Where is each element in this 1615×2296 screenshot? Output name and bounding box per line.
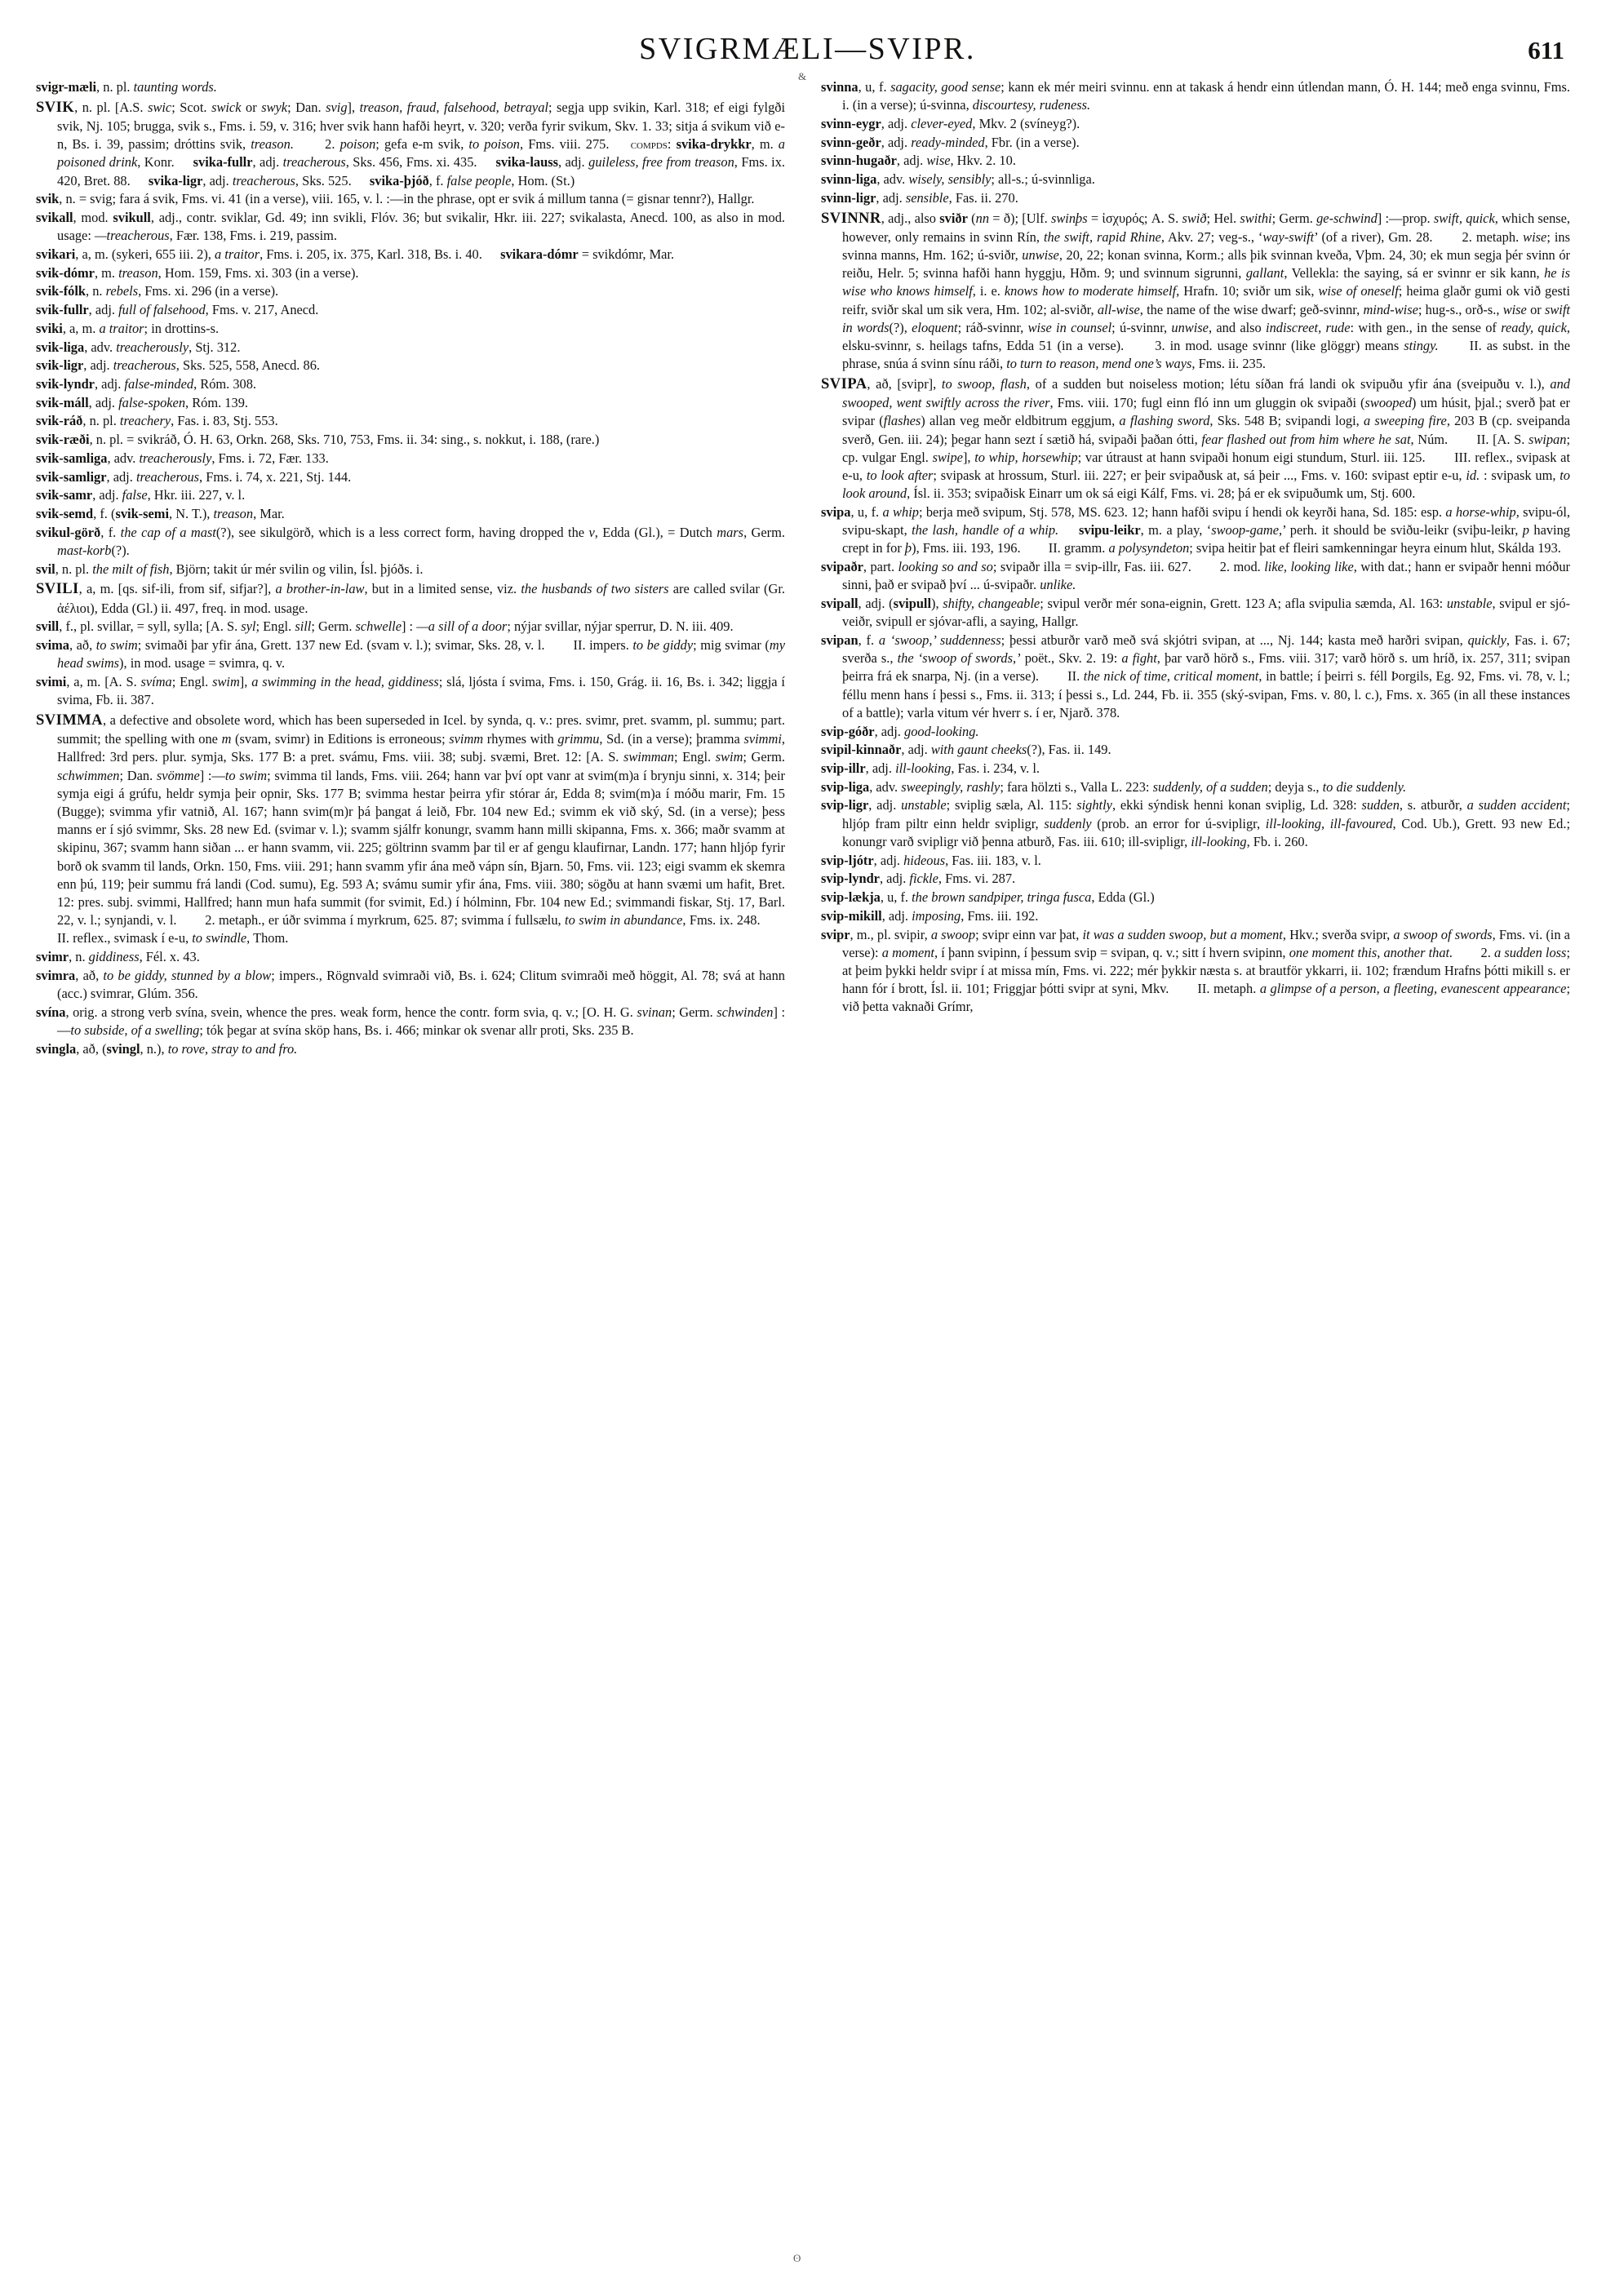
dictionary-entry: svik-ligr, adj. treacherous, Sks. 525, 558, Anecd. 86. [36, 357, 320, 374]
dictionary-entry: svil, n. pl. the milt of fish, Björn; takit úr mér svilin og vilin, Ísl. þjóðs. i. [36, 561, 424, 577]
dictionary-entry: svik-samliga, adv. treacherously, Fms. i. 72, Fær. 133. [36, 450, 329, 466]
dictionary-entry: svip-lækja, u, f. the brown sandpiper, tringa fusca, Edda (Gl.) [821, 889, 1155, 906]
right-column [821, 78, 1570, 1017]
running-title: SVIGRMÆLI—SVIPR. [639, 32, 976, 66]
dictionary-entry: SVIMMA, a defective and obsolete word, which has been superseded in Icel. by synda, q. v.: pres. svimr, pret. svamm, pl. summu; part. summit; the spelling with one m (svam, svimr) in Editions is erroneous; svimm rhymes with grimmu, Sd. (in a verse); þramma svimmi, Hallfred: 3rd pers. plur. symja, Sks. 177 B: a pret. svámu, Fms. viii. 38; subj. svæmi, Bret. 12: [A. S. swimman; Engl. swim; Germ. schwimmen; Dan. svömme] :—to swim; svimma til lands, Fms. viii. 264; hann var því opt vanr at svim(m)a í brynju sinni, x. 314; þeir symja eigi á grúfu, heldr symja þeir opnir, Sks. 177 B; svimma hestar þeirra yfir stórar ár, Edda 8; svim(m)a í móðu marir, Fm. 15 (Bugge); svimma yfir vatnið, Al. 167; hann svim(m)r þá þangat á leið, Fbr. 104 new Ed.; svimm ek við ský, Sd. (in a verse); þess manns er í sjó svimmr, Sks. 28 new Ed. (svimar v. l.); svamm sjálfr konungr, svamm hann milli skipanna, Fms. x. 366; maðr svamm at skipinu, 367; svamm hann siðan ... er hann svamm, vii. 225; göltrinn svamm þar til er af gengu klaufirnar, Landn. 177; hann hljóp fyrir borð ok svamm til lands, Orkn. 150, Fms. viii. 291; hann svamm yfir ána með vápn sín, Bjarn. 50, Fms. vii. 123; eigi svamm ek skemra enn þú, 119; þeir summu frá landi (Cod. sumu), Eg. 593 A; svámu sumir yfir ána, Fms. viii. 380; sögðu at hann svæmi um hafit, Bret. 12: pres. subj. svimmi, Hallfred; hann mun hafa summit (for svimit, Ed.) í hólminn, Fbr. 104 new Ed.; svimmandi fiskar, Stj. 17, Barl. 22, v. l.; synjandi, v. l. 2. metaph., er úðr svimma í myrkrum, 625. 87; svimma í fullsælu, to swim in abundance, Fms. ix. 248. II. reflex., svimask í e-u, to swindle, Thom. [36, 711, 785, 946]
dictionary-entry: SVIK, n. pl. [A.S. swic; Scot. swick or swyk; Dan. svig], treason, fraud, falsehood, betrayal; segja upp svikin, Karl. 318; ef eigi fylgði svik, Nj. 105; brugga, svik s., Fms. i. 59, v. 316; hver svik hann hafði heyrt, v. 320; verða fyrir svikum, Skv. 1. 33; sitja á svikum við e-n, Bs. i. 39, passim; dróttins svik, treason. 2. poison; gefa e-m svik, to poison, Fms. viii. 275. compds: svika-drykkr, m. a poisoned drink, Konr. svika-fullr, adj. treacherous, Sks. 456, Fms. xi. 435. svika-lauss, adj. guileless, free from treason, Fms. ix. 420, Bret. 88. svika-ligr, adj. treacherous, Sks. 525. svika-þjóð, f. false people, Hom. (St.) [36, 98, 786, 188]
dictionary-entry: svik-máll, adj. false-spoken, Róm. 139. [36, 394, 248, 410]
page-number: 611 [1528, 36, 1564, 64]
dictionary-entry: svip-lyndr, adj. fickle, Fms. vi. 287. [821, 871, 1016, 887]
dictionary-entry: svik-lyndr, adj. false-minded, Róm. 308. [36, 375, 257, 392]
dictionary-entry: svikul-görð, f. the cap of a mast(?), see sikulgörð, which is a less correct form, having dropped the v, Edda (Gl.), = Dutch mars, Germ. mast-korb(?). [36, 524, 785, 558]
dictionary-entry: SVINNR, adj., also sviðr (nn = ð); [Ulf. swinþs = ἰσχυρός; A. S. swið; Hel. swithi; Germ. ge-schwind] :—prop. swift, quick, which sense, however, only remains in svinn Rín, the swift, rapid Rhine, Akv. 27; veg-s., ‘way-swift’ (of a river), Gm. 28. 2. metaph. wise; ins svinna manns, Hm. 162; ú-sviðr, unwise, 20, 22; konan svinna, Korm.; alls þik svinnan kveða, Vþm. 24, 30; ek mun segja þér svinn ór reiðu, Helr. 5; svinna hafði hann hyggju, Hðm. 9; und svinnum sigrunni, gallant, Vellekla: the saying, sá er svinnr er sik kann, he is wise who knows himself, i. e. knows how to moderate himself, Hrafn. 10; sviðr um sik, wise of oneself; heima glaðr gumi ok við gesti reifr, sviðr skal um sik vera, Hm. 102; al-sviðr, all-wise, the name of the wise dwarf; geð-svinnr, mind-wise; hug-s., orð-s., wise or swift in words(?), eloquent; ráð-svinnr, wise in counsel; ú-svinnr, unwise, and also indiscreet, rude: with gen., in the sense of ready, quick, elsku-svinnr, s. heilags tafns, Edda 51 (in a verse). 3. in mod. usage svinnr (like glöggr) means stingy. II. as subst. in the phrase, snúa á svinn sínu ráði, to turn to reason, mend one’s ways, Fms. ii. 235. [821, 209, 1571, 372]
dictionary-entry: svipa, u, f. a whip; berja með svipum, Stj. 578, MS. 623. 12; hann hafði svipu í hendi ok keyrði hana, Sd. 185: esp. a horse-whip, svipu-ól, svipu-skapt, the lash, handle of a whip. svipu-leikr, m. a play, ‘swoop-game,’ perh. it should be sviðu-leikr (sviþu-leikr, p having crept in for þ), Fms. iii. 193, 196. II. gramm. a polysyndeton; svipa heitir þat ef fleiri samkenningar heyra einum hlut, Skálda 193. [821, 503, 1570, 556]
dictionary-entry: svinn-eygr, adj. clever-eyed, Mkv. 2 (svíneyg?). [821, 115, 1080, 131]
dictionary-entry: svigr-mæli, n. pl. taunting words. [36, 79, 217, 95]
dictionary-entry: svipr, m., pl. svipir, a swoop; svipr einn var þat, it was a sudden swoop, but a moment, Hkv.; sverða svipr, a swoop of swords, Fms. vi. (in a verse): a moment, í þann svipinn, í þessum svip = svipan, q. v.; sitt í hvern svipinn, one moment this, another that. 2. a sudden loss; at þeim þykki heldr svipr í at missa mín, Fms. vi. 222; mér þykkir næsta s. at brautför ykkarri, ii. 102; frændum Hrafns þótti mikill s. er hann fór í brott, Ísl. ii. 101; Friggjar þótti svipr at syni, Mkv. II. metaph. a glimpse of a person, a fleeting, evanescent appearance; við þetta vaknaði Grímr, [821, 926, 1571, 1015]
dictionary-entry: svingla, að, (svingl, n.), to rove, stray to and fro. [36, 1040, 298, 1057]
dictionary-entry: svipall, adj. (svipull), shifty, changeable; svipul verðr mér sona-eignin, Grett. 123 A; afla svipulia sæmda, Al. 163: unstable, svipul er sjó-veiðr, svipull er sjóvar-afli, a saying, Hallgr. [821, 596, 1570, 630]
dictionary-entry: svip-illr, adj. ill-looking, Fas. i. 234, v. l. [821, 760, 1040, 777]
dictionary-entry: svip-ljótr, adj. hideous, Fas. iii. 183, v. l. [821, 852, 1041, 868]
dictionary-entry: svima, að, to swim; svimaði þar yfir ána, Grett. 137 new Ed. (svam v. l.); svimar, Sks. 28, v. l. II. impers. to be giddy; mig svimar (my head swims), in mod. usage = svimra, q. v. [36, 637, 785, 672]
dictionary-entry: svikari, a, m. (sykeri, 655 iii. 2), a traitor, Fms. i. 205, ix. 375, Karl. 318, Bs. i. 40. svikara-dómr = svikdómr, Mar. [36, 246, 675, 262]
dictionary-entry: svip-ligr, adj. unstable; sviplig sæla, Al. 115: sightly, ekki sýndisk henni konan sviplig, Ld. 328: sudden, s. atburðr, a sudden accident; hljóp fram piltr einn heldr svipligr, suddenly (prob. an error for ú-svipligr, ill-looking, ill-favoured, Cod. Ub.), Grett. 93 new Ed.; konungr varð svipligr við þenna atburð, Fas. iii. 610; ill-svipligr, ill-looking, Fb. i. 260. [821, 797, 1570, 849]
dictionary-entry: svik-liga, adv. treacherously, Stj. 312. [36, 339, 241, 355]
dictionary-entry: svimr, n. giddiness, Fél. x. 43. [36, 949, 200, 965]
dictionary-entry: svik-samr, adj. false, Hkr. iii. 227, v. l. [36, 487, 246, 503]
dictionary-entry: svik-fólk, n. rebels, Fms. xi. 296 (in a verse). [36, 283, 279, 299]
dictionary-entry: svik-ræði, n. pl. = svikráð, Ó. H. 63, Orkn. 268, Sks. 710, 753, Fms. ii. 34: sing., s. nokkut, i. 188, (rare.) [36, 432, 600, 448]
dictionary-entry: svipan, f. a ‘swoop,’ suddenness; þessi atburðr varð með svá skjótri svipan, at ..., Nj. 144; kasta með harðri svipan, quickly, Fas. i. 67; sverða s., the ‘swoop of swords,’ poët., Skv. 2. 19: a fight, þar varð hörð s., Fms. viii. 317; varð hörð s. um hríð, ix. 257, 311; svipan þeirra frá ek snarpa, Nj. (in a verse). II. the nick of time, critical moment, in battle; í þeirri s. féll Þorgils, Eg. 92, Fms. vi. 78, v. l.; féllu menn hans í þessi s., Fms. ii. 313; í þessi s., Ld. 244, Fb. ii. 355 (ský-svipan, Fms. v. 80, l. c.), Fms. x. 365 (in all these instances of a battle); varla vitum vér hverr s. í er, Njarð. 378. [821, 632, 1571, 720]
dictionary-entry: svik, n. = svig; fara á svik, Fms. vi. 41 (in a verse), viii. 165, v. l. :—in the phrase, opt er svik á millum tanna (= gisnar tennr?), Hallgr. [36, 191, 755, 207]
dictionary-entry: svinna, u, f. sagacity, good sense; kann ek mér meiri svinnu. enn at takask á hendr einn útlendan mann, Ó. H. 144; með enga svinnu, Fms. i. (in a verse); ú-svinna, discourtesy, rudeness. [821, 79, 1570, 113]
dictionary-entry: svinn-liga, adv. wisely, sensibly; all-s.; ú-svinnliga. [821, 171, 1095, 188]
dictionary-entry: svína, orig. a strong verb svína, svein, whence the pres. weak form, hence the contr. form svia, q. v.; [O. H. G. svinan; Germ. schwinden] :—to subside, of a swelling; tók þegar at svína sköp hans, Bs. i. 466; minkar ok svenar allr proti, Sks. 235 B. [36, 1004, 785, 1039]
dictionary-entry: svimra, að, to be giddy, stunned by a blow; impers., Rögnvald svimraði við, Bs. i. 624; Clitum svimraði með höggit, Al. 78; svá at hann (acc.) svimrar, Glúm. 356. [36, 967, 785, 1002]
dictionary-entry: svinn-ligr, adj. sensible, Fas. ii. 270. [821, 189, 1018, 206]
dictionary-entry: svill, f., pl. svillar, = syll, sylla; [A. S. syl; Engl. sill; Germ. schwelle] : —a sill of a door; nýjar svillar, nýjar sperrur, D. N. iii. 409. [36, 618, 734, 635]
dictionary-entry: svipaðr, part. looking so and so; svipaðr illa = svip-illr, Fas. iii. 627. 2. mod. like, looking like, with dat.; hann er svipaðr henni móður sinni, það er svipað því ... ú-svipaðr. unlike. [821, 559, 1571, 593]
dictionary-entry: svimi, a, m. [A. S. svíma; Engl. swim], a swimming in the head, giddiness; slá, ljósta í svima, Fms. i. 150, Grág. ii. 16, Bs. i. 342; liggja í svima, Fb. ii. 387. [36, 673, 785, 708]
dictionary-entry: svik-samligr, adj. treacherous, Fms. i. 74, x. 221, Stj. 144. [36, 468, 352, 485]
two-column-body [36, 78, 1579, 2273]
dictionary-entry: svik-ráð, n. pl. treachery, Fas. i. 83, Stj. 553. [36, 413, 278, 429]
dictionary-entry: SVIPA, að, [svipr], to swoop, flash, of a sudden but noiseless motion; létu síðan frá landi ok svipuðu yfir ána (sveipuðu v. l.), and swooped, went swiftly across the river, Fms. viii. 170; fugl einn fló inn um gluggin ok svipaði (swooped) um húsit, þjal.; sverð þat er svipar (flashes) allan veg meðr eldbitrum eggjum, a flashing sword, Sks. 548 B; svipandi logi, a sweeping fire, 203 B (cp. sveipanda sverð, Gen. iii. 24); þegar hann sezt í sætið há, svipaði þaðan ótti, fear flashed out from him where he sat, Núm. II. [A. S. swipan; cp. vulgar Engl. swipe], to whip, horsewhip; var útraust at hann svipaði honum eigi stundum, Sturl. iii. 125. III. reflex., svipask at e-u, to look after; svipask at hrossum, Sturl. iii. 227; er þeir svipaðusk at, sá þeir ..., Fms. v. 160: svipast eptir e-u, id. : svipask um, to look around, Ísl. ii. 353; svipaðisk Einarr um ok sá eigi Kálf, Fms. vi. 28; þá er ek svipuðumk um, Stj. 600. [821, 375, 1571, 502]
margin-mark-top: & [798, 70, 807, 82]
page-header [36, 24, 1579, 75]
dictionary-entry: svinn-hugaðr, adj. wise, Hkv. 2. 10. [821, 153, 1016, 169]
dictionary-entry: svip-góðr, adj. good-looking. [821, 723, 979, 739]
dictionary-entry: svipil-kinnaðr, adj. with gaunt cheeks(?), Fas. ii. 149. [821, 742, 1111, 758]
dictionary-entry: svikall, mod. svikull, adj., contr. sviklar, Gd. 49; inn svikli, Flóv. 36; but svikalir, Hkr. iii. 227; svikalasta, Anecd. 100, as also in mod. usage: —treacherous, Fær. 138, Fms. i. 219, passim. [36, 210, 786, 244]
dictionary-entry: svik-dómr, m. treason, Hom. 159, Fms. xi. 303 (in a verse). [36, 264, 359, 281]
dictionary-entry: svik-fullr, adj. full of falsehood, Fms. v. 217, Anecd. [36, 302, 319, 318]
dictionary-entry: SVILI, a, m. [qs. sif-ili, from sif, sifjar?], a brother-in-law, but in a limited sense, viz. the husbands of two sisters are called svilar (Gr. ἀέλιοι), Edda (Gl.) ii. 497, freq. in mod. usage. [36, 580, 785, 616]
dictionary-entry: svinn-geðr, adj. ready-minded, Fbr. (in a verse). [821, 134, 1080, 150]
dictionary-entry: svik-semd, f. (svik-semi, N. T.), treason, Mar. [36, 506, 285, 521]
dictionary-entry: sviki, a, m. a traitor; in drottins-s. [36, 320, 220, 336]
left-column [36, 78, 792, 1059]
dictionary-entry: svip-mikill, adj. imposing, Fms. iii. 192. [821, 907, 1039, 924]
margin-mark-bottom: ʘ [793, 2252, 801, 2264]
dictionary-entry: svip-liga, adv. sweepingly, rashly; fara hölzti s., Valla L. 223: suddenly, of a sudden; deyja s., to die suddenly. [821, 778, 1407, 795]
